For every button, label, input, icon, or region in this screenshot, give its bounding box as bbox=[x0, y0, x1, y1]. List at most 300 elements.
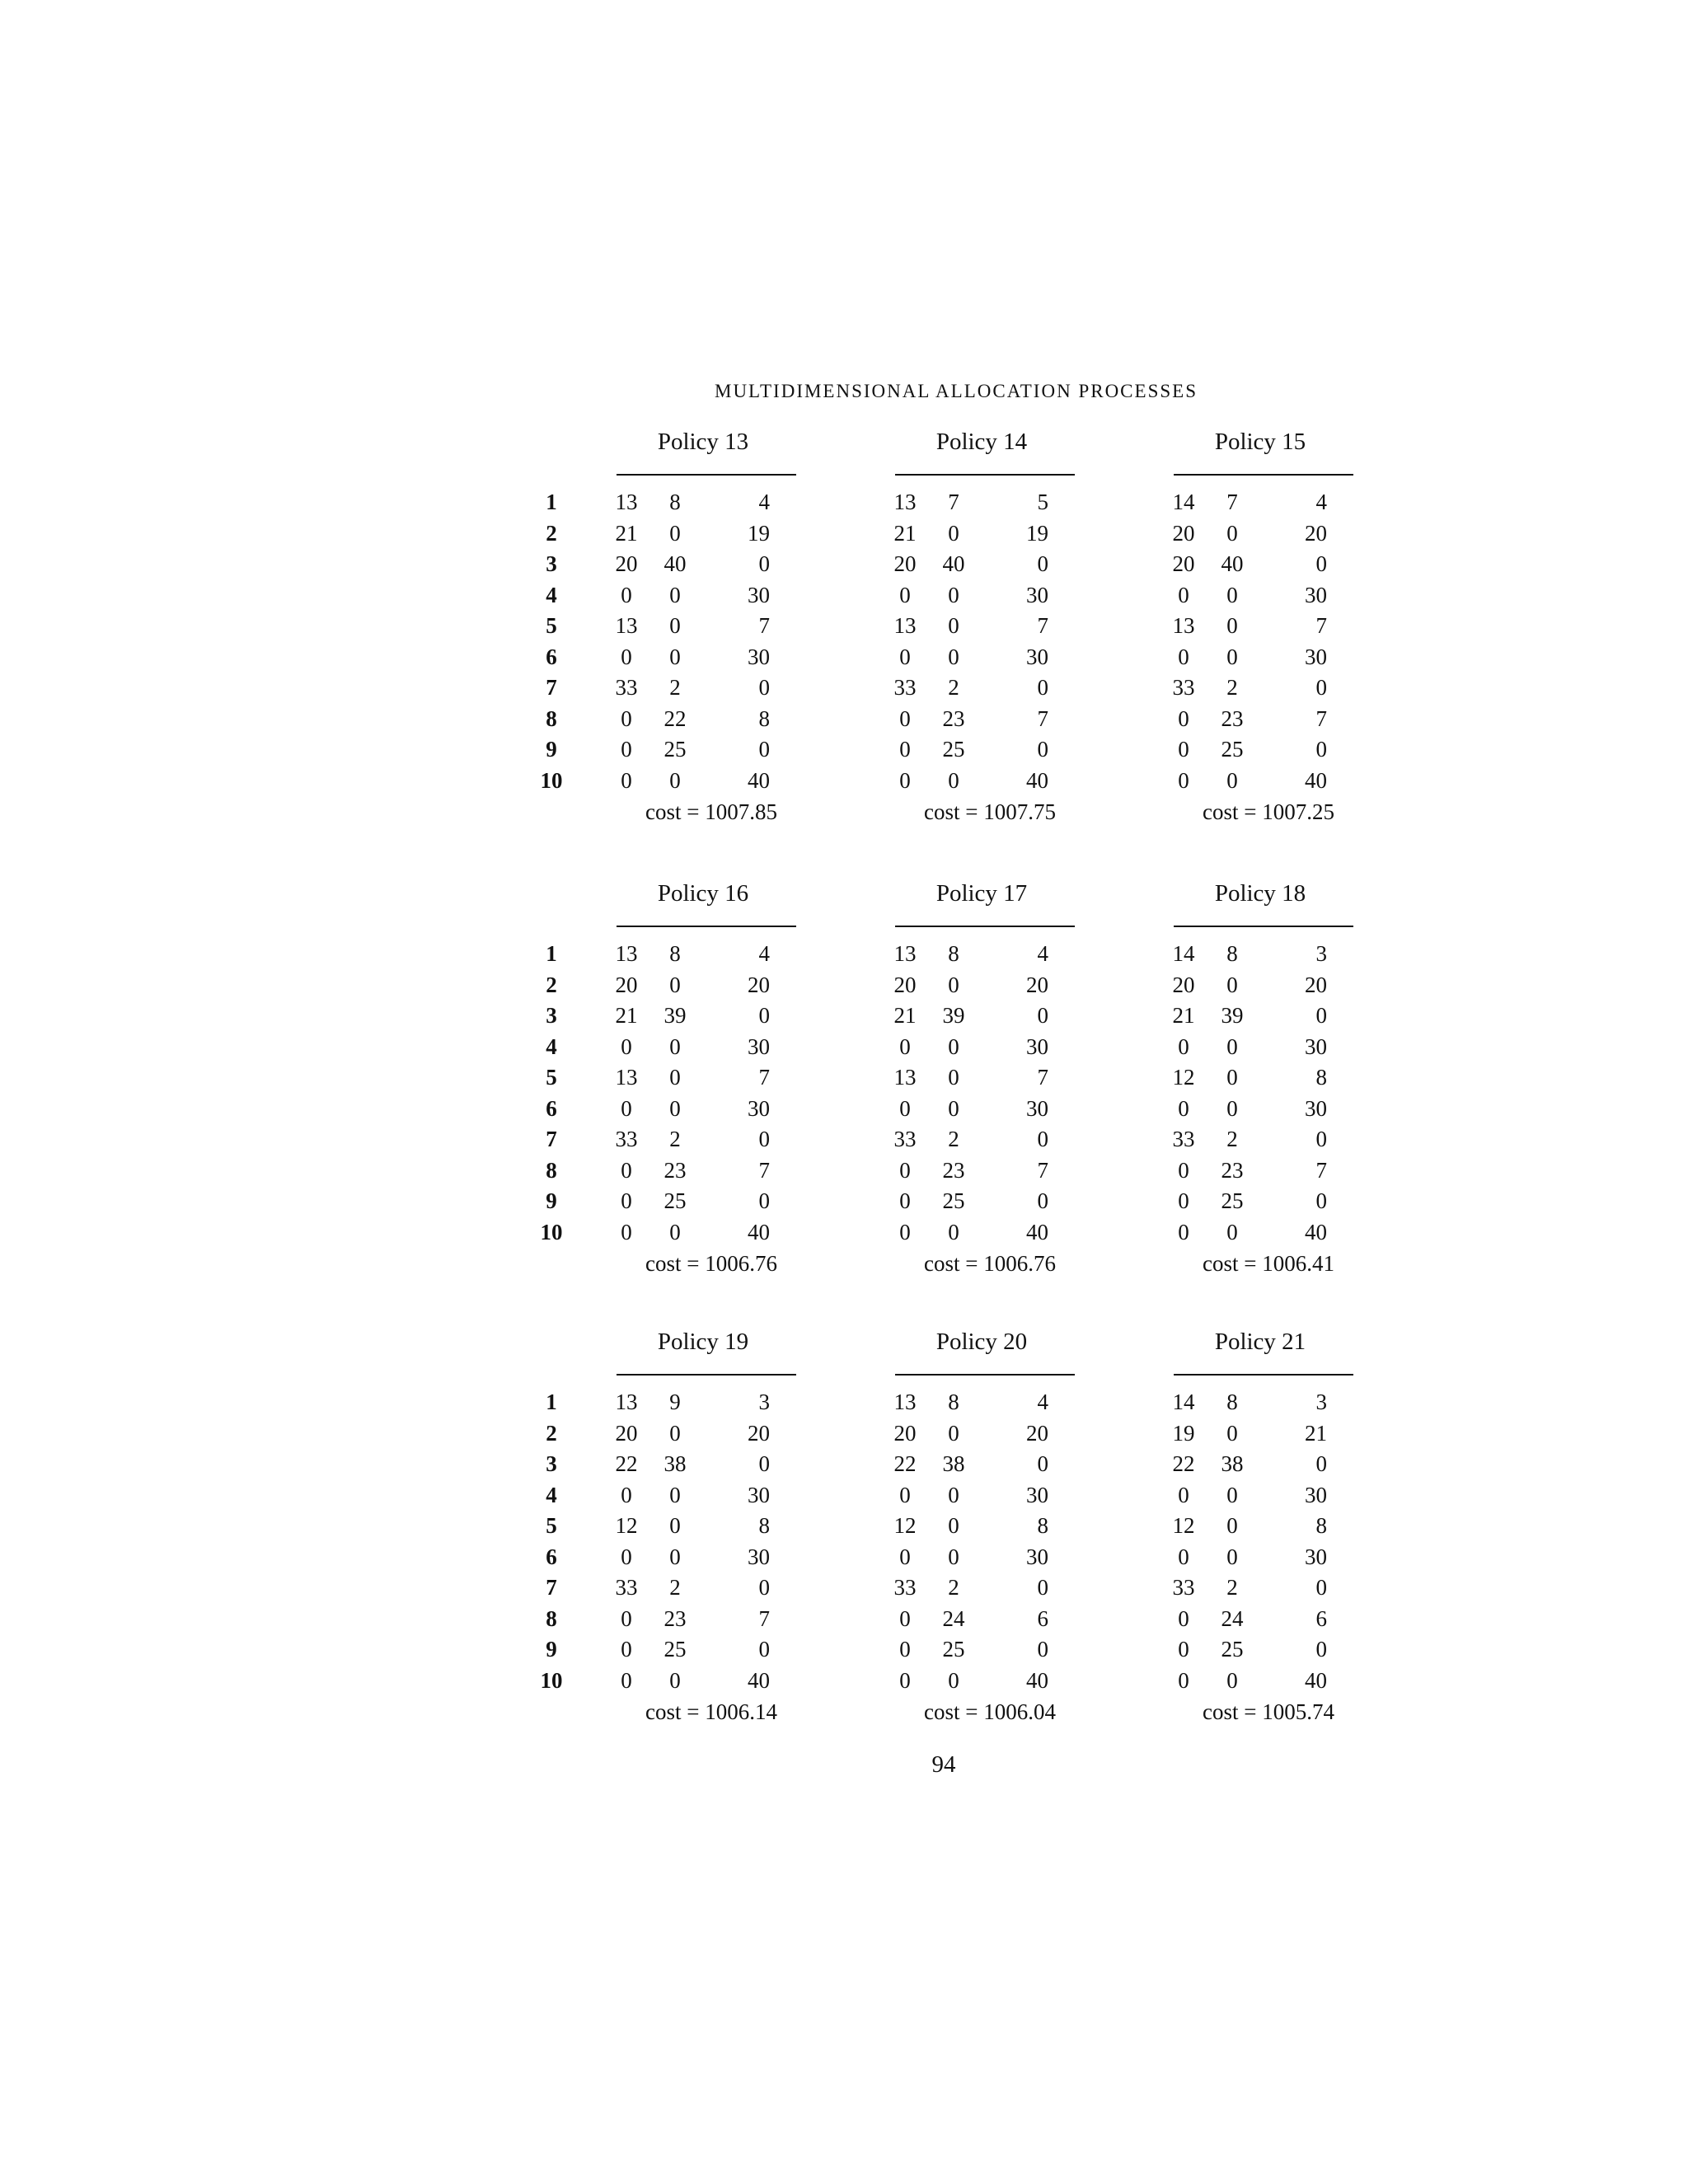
row-number-column bbox=[531, 939, 572, 1248]
table-cell: 7 bbox=[1315, 705, 1327, 731]
table-cell: 19 bbox=[1172, 1420, 1195, 1446]
table-cell: 40 bbox=[748, 1667, 770, 1693]
table-cell: 21 bbox=[615, 1003, 638, 1028]
table-cell: 20 bbox=[1305, 972, 1327, 997]
table-cell: 0 bbox=[1226, 582, 1238, 607]
table-cell: 0 bbox=[1226, 767, 1238, 793]
table-cell: 0 bbox=[899, 767, 911, 793]
table-cell: 0 bbox=[669, 1420, 681, 1446]
table-cell: 21 bbox=[893, 520, 917, 546]
table-cell: 0 bbox=[948, 1513, 959, 1538]
table-cell: 0 bbox=[948, 1420, 959, 1446]
policy-table-body bbox=[1174, 1387, 1363, 1696]
table-cell: 30 bbox=[748, 1482, 770, 1507]
table-cell: 8 bbox=[948, 1390, 959, 1414]
table-row bbox=[895, 1666, 1085, 1697]
table-cell: 30 bbox=[1026, 1095, 1048, 1121]
table-row bbox=[1174, 673, 1363, 704]
table-cell: 7 bbox=[758, 1157, 770, 1183]
table-cell: 0 bbox=[1315, 1003, 1327, 1028]
table-cell: 40 bbox=[1305, 1219, 1327, 1244]
table-cell: 0 bbox=[1178, 582, 1189, 607]
table-cell: 0 bbox=[1226, 613, 1238, 638]
table-cell: 0 bbox=[621, 737, 632, 762]
table-cell: 0 bbox=[1178, 705, 1189, 731]
table-cell: 40 bbox=[748, 1219, 770, 1244]
table-cell: 0 bbox=[948, 1033, 959, 1059]
table-cell: 25 bbox=[942, 737, 965, 762]
row-number: 8 bbox=[546, 1605, 557, 1631]
table-cell: 20 bbox=[893, 972, 917, 997]
table-cell: 0 bbox=[1315, 675, 1327, 700]
table-cell: 30 bbox=[1305, 1482, 1327, 1507]
table-cell: 20 bbox=[615, 551, 638, 576]
table-cell: 8 bbox=[669, 941, 681, 966]
table-cell: 7 bbox=[1315, 613, 1327, 638]
table-cell: 0 bbox=[621, 1544, 632, 1569]
table-row bbox=[895, 1032, 1085, 1063]
table-row bbox=[895, 1634, 1085, 1666]
table-row bbox=[895, 611, 1085, 642]
row-number: 1 bbox=[546, 1390, 557, 1414]
table-row bbox=[1174, 518, 1363, 550]
table-row bbox=[617, 704, 806, 735]
table-cell: 0 bbox=[948, 613, 959, 638]
table-cell: 14 bbox=[1172, 941, 1195, 966]
row-number: 9 bbox=[546, 1637, 557, 1661]
table-cell: 0 bbox=[1037, 1451, 1048, 1476]
table-cell: 0 bbox=[621, 644, 632, 669]
table-row bbox=[1174, 1217, 1363, 1249]
table-cell: 2 bbox=[669, 1127, 681, 1151]
table-cell: 0 bbox=[669, 1513, 681, 1538]
table-cell: 30 bbox=[748, 582, 770, 607]
table-cell: 7 bbox=[758, 1605, 770, 1631]
table-cell: 8 bbox=[1226, 1390, 1238, 1414]
table-cell: 8 bbox=[758, 705, 770, 731]
table-row bbox=[1174, 549, 1363, 580]
table-cell: 0 bbox=[621, 1157, 632, 1183]
table-cell: 6 bbox=[1315, 1605, 1327, 1631]
table-cell: 24 bbox=[1221, 1605, 1244, 1631]
row-number: 1 bbox=[546, 490, 557, 514]
table-cell: 25 bbox=[942, 1188, 965, 1213]
table-cell: 0 bbox=[1226, 1065, 1238, 1090]
table-cell: 3 bbox=[1315, 1390, 1327, 1414]
table-row bbox=[617, 549, 806, 580]
table-cell: 0 bbox=[669, 582, 681, 607]
table-row bbox=[895, 518, 1085, 550]
table-row bbox=[617, 1604, 806, 1635]
table-cell: 14 bbox=[1172, 490, 1195, 514]
table-cell: 12 bbox=[893, 1513, 917, 1538]
table-cell: 0 bbox=[669, 520, 681, 546]
policy-table-body bbox=[617, 1387, 806, 1696]
table-cell: 33 bbox=[1172, 675, 1195, 700]
table-cell: 33 bbox=[893, 1575, 917, 1600]
table-cell: 25 bbox=[1221, 1188, 1244, 1213]
table-cell: 8 bbox=[1315, 1513, 1327, 1538]
table-row bbox=[1174, 766, 1363, 797]
table-row bbox=[895, 1217, 1085, 1249]
table-cell: 22 bbox=[893, 1451, 917, 1476]
row-number: 7 bbox=[546, 1127, 557, 1151]
table-cell: 0 bbox=[621, 767, 632, 793]
table-cell: 0 bbox=[1037, 675, 1048, 700]
table-cell: 0 bbox=[758, 1188, 770, 1213]
policy-title: Policy 21 bbox=[1214, 1329, 1306, 1355]
table-cell: 0 bbox=[1226, 1033, 1238, 1059]
table-cell: 2 bbox=[948, 1127, 959, 1151]
table-cell: 33 bbox=[615, 1127, 638, 1151]
row-number: 7 bbox=[546, 675, 557, 700]
policy-title: Policy 15 bbox=[1214, 429, 1306, 455]
table-row bbox=[895, 1480, 1085, 1511]
table-cell: 0 bbox=[669, 613, 681, 638]
table-cell: 2 bbox=[948, 675, 959, 700]
table-cell: 0 bbox=[899, 1095, 911, 1121]
policy-cost: cost = 1006.76 bbox=[645, 1251, 777, 1276]
table-cell: 20 bbox=[748, 972, 770, 997]
table-cell: 0 bbox=[621, 1219, 632, 1244]
table-cell: 0 bbox=[948, 1544, 959, 1569]
heading-rule bbox=[617, 474, 796, 476]
table-cell: 0 bbox=[1226, 1667, 1238, 1693]
table-cell: 3 bbox=[758, 1390, 770, 1414]
table-cell: 2 bbox=[669, 675, 681, 700]
table-cell: 0 bbox=[621, 582, 632, 607]
row-number-column bbox=[531, 1387, 572, 1696]
table-cell: 0 bbox=[1226, 1219, 1238, 1244]
table-cell: 13 bbox=[615, 941, 638, 966]
table-row bbox=[1174, 1572, 1363, 1604]
table-cell: 0 bbox=[899, 737, 911, 762]
table-cell: 0 bbox=[1037, 1637, 1048, 1661]
table-cell: 0 bbox=[1178, 1544, 1189, 1569]
table-cell: 13 bbox=[615, 1065, 638, 1090]
policy-title: Policy 16 bbox=[657, 880, 749, 907]
table-cell: 23 bbox=[663, 1157, 687, 1183]
table-cell: 2 bbox=[948, 1575, 959, 1600]
row-number: 2 bbox=[546, 1420, 557, 1446]
table-cell: 21 bbox=[615, 520, 638, 546]
table-cell: 13 bbox=[615, 1390, 638, 1414]
table-cell: 33 bbox=[893, 1127, 917, 1151]
table-row bbox=[617, 1511, 806, 1542]
table-cell: 38 bbox=[663, 1451, 687, 1476]
table-cell: 0 bbox=[948, 644, 959, 669]
policy-cost: cost = 1006.76 bbox=[924, 1251, 1056, 1276]
table-cell: 0 bbox=[621, 1188, 632, 1213]
table-cell: 4 bbox=[1037, 941, 1048, 966]
policy-cost: cost = 1006.41 bbox=[1203, 1251, 1334, 1276]
table-cell: 20 bbox=[1026, 1420, 1048, 1446]
table-row bbox=[617, 642, 806, 673]
table-row bbox=[617, 1094, 806, 1125]
table-row bbox=[1174, 1032, 1363, 1063]
table-cell: 24 bbox=[942, 1605, 965, 1631]
table-cell: 13 bbox=[893, 613, 917, 638]
policy-cost: cost = 1005.74 bbox=[1203, 1699, 1334, 1724]
row-number: 2 bbox=[546, 520, 557, 546]
heading-rule bbox=[895, 474, 1075, 476]
row-number: 5 bbox=[546, 613, 557, 638]
table-cell: 0 bbox=[1315, 551, 1327, 576]
table-row bbox=[895, 1604, 1085, 1635]
table-cell: 13 bbox=[893, 1065, 917, 1090]
policy-table-body bbox=[1174, 487, 1363, 796]
table-cell: 22 bbox=[663, 705, 687, 731]
table-cell: 0 bbox=[621, 1637, 632, 1661]
table-cell: 30 bbox=[748, 1033, 770, 1059]
table-cell: 40 bbox=[1221, 551, 1244, 576]
row-number: 7 bbox=[546, 1575, 557, 1600]
table-cell: 25 bbox=[663, 1637, 687, 1661]
table-row bbox=[1174, 1604, 1363, 1635]
table-cell: 21 bbox=[1172, 1003, 1195, 1028]
table-row bbox=[1174, 1001, 1363, 1032]
table-cell: 30 bbox=[1026, 1482, 1048, 1507]
policy-table-body bbox=[617, 939, 806, 1248]
row-number: 10 bbox=[540, 767, 563, 793]
row-number: 4 bbox=[546, 1033, 557, 1059]
table-cell: 0 bbox=[758, 1127, 770, 1151]
table-cell: 0 bbox=[948, 1219, 959, 1244]
table-cell: 25 bbox=[1221, 737, 1244, 762]
table-cell: 0 bbox=[1315, 1575, 1327, 1600]
row-number-column bbox=[531, 487, 572, 796]
table-row bbox=[1174, 1511, 1363, 1542]
table-row bbox=[617, 487, 806, 518]
table-cell: 40 bbox=[748, 767, 770, 793]
table-cell: 0 bbox=[899, 705, 911, 731]
table-row bbox=[1174, 1155, 1363, 1187]
row-number: 3 bbox=[546, 551, 557, 576]
table-cell: 0 bbox=[1037, 1188, 1048, 1213]
row-number: 9 bbox=[546, 1188, 557, 1213]
table-row bbox=[617, 1542, 806, 1573]
table-cell: 0 bbox=[1178, 737, 1189, 762]
table-cell: 7 bbox=[758, 1065, 770, 1090]
table-cell: 39 bbox=[942, 1003, 965, 1028]
table-cell: 7 bbox=[1037, 1157, 1048, 1183]
table-cell: 0 bbox=[1226, 972, 1238, 997]
table-cell: 0 bbox=[621, 705, 632, 731]
table-row bbox=[1174, 1062, 1363, 1094]
row-number: 10 bbox=[540, 1667, 563, 1693]
table-row bbox=[1174, 1634, 1363, 1666]
table-cell: 7 bbox=[1037, 705, 1048, 731]
table-row bbox=[617, 1666, 806, 1697]
table-cell: 0 bbox=[669, 1065, 681, 1090]
table-cell: 8 bbox=[948, 941, 959, 966]
table-row bbox=[617, 1001, 806, 1032]
heading-rule bbox=[1174, 1374, 1353, 1376]
table-cell: 40 bbox=[942, 551, 965, 576]
policy-cost: cost = 1006.04 bbox=[924, 1699, 1056, 1724]
policy-title: Policy 17 bbox=[935, 880, 1028, 907]
table-cell: 0 bbox=[758, 1451, 770, 1476]
table-cell: 12 bbox=[615, 1513, 638, 1538]
table-cell: 23 bbox=[942, 705, 965, 731]
row-number: 9 bbox=[546, 737, 557, 762]
table-cell: 7 bbox=[948, 490, 959, 514]
table-row bbox=[895, 1124, 1085, 1155]
row-number: 8 bbox=[546, 1157, 557, 1183]
table-row bbox=[895, 549, 1085, 580]
table-cell: 14 bbox=[1172, 1390, 1195, 1414]
table-row bbox=[617, 518, 806, 550]
table-cell: 20 bbox=[893, 551, 917, 576]
table-cell: 0 bbox=[669, 1482, 681, 1507]
table-cell: 13 bbox=[615, 490, 638, 514]
table-cell: 40 bbox=[1305, 1667, 1327, 1693]
table-cell: 0 bbox=[621, 1095, 632, 1121]
row-number: 1 bbox=[546, 941, 557, 966]
table-cell: 0 bbox=[899, 1637, 911, 1661]
table-cell: 30 bbox=[1026, 582, 1048, 607]
table-cell: 25 bbox=[663, 1188, 687, 1213]
row-number: 6 bbox=[546, 1095, 557, 1121]
table-row bbox=[1174, 734, 1363, 766]
table-cell: 0 bbox=[1226, 1513, 1238, 1538]
table-cell: 0 bbox=[1178, 1482, 1189, 1507]
table-cell: 25 bbox=[1221, 1637, 1244, 1661]
table-cell: 0 bbox=[758, 1575, 770, 1600]
table-row bbox=[1174, 487, 1363, 518]
table-cell: 0 bbox=[1178, 1605, 1189, 1631]
table-cell: 0 bbox=[669, 1667, 681, 1693]
table-cell: 0 bbox=[1315, 1188, 1327, 1213]
policy-cost: cost = 1006.14 bbox=[645, 1699, 777, 1724]
table-row bbox=[617, 1217, 806, 1249]
table-cell: 38 bbox=[1221, 1451, 1244, 1476]
table-cell: 0 bbox=[948, 1095, 959, 1121]
table-row bbox=[895, 580, 1085, 612]
table-cell: 33 bbox=[1172, 1575, 1195, 1600]
table-cell: 0 bbox=[1037, 1003, 1048, 1028]
table-cell: 0 bbox=[899, 1157, 911, 1183]
table-cell: 23 bbox=[1221, 705, 1244, 731]
table-cell: 20 bbox=[1026, 972, 1048, 997]
table-row bbox=[1174, 1186, 1363, 1217]
table-cell: 0 bbox=[948, 1065, 959, 1090]
table-cell: 20 bbox=[748, 1420, 770, 1446]
table-cell: 0 bbox=[1178, 1667, 1189, 1693]
table-cell: 0 bbox=[1226, 1095, 1238, 1121]
table-cell: 0 bbox=[1178, 767, 1189, 793]
policy-cost: cost = 1007.85 bbox=[645, 799, 777, 824]
table-cell: 20 bbox=[1172, 520, 1195, 546]
table-cell: 0 bbox=[758, 675, 770, 700]
table-cell: 13 bbox=[615, 613, 638, 638]
table-row bbox=[617, 1124, 806, 1155]
heading-rule bbox=[617, 926, 796, 927]
table-cell: 8 bbox=[1315, 1065, 1327, 1090]
table-row bbox=[895, 1094, 1085, 1125]
table-cell: 5 bbox=[1037, 490, 1048, 514]
table-cell: 30 bbox=[748, 1544, 770, 1569]
policy-title: Policy 13 bbox=[657, 429, 749, 455]
table-cell: 0 bbox=[1037, 1575, 1048, 1600]
row-number: 5 bbox=[546, 1513, 557, 1538]
table-cell: 23 bbox=[1221, 1157, 1244, 1183]
table-row bbox=[617, 1634, 806, 1666]
table-cell: 13 bbox=[893, 941, 917, 966]
heading-rule bbox=[1174, 926, 1353, 927]
table-cell: 21 bbox=[1305, 1420, 1327, 1446]
table-cell: 0 bbox=[758, 737, 770, 762]
table-cell: 0 bbox=[1178, 1033, 1189, 1059]
table-cell: 0 bbox=[1226, 644, 1238, 669]
table-cell: 30 bbox=[1305, 1033, 1327, 1059]
table-cell: 39 bbox=[1221, 1003, 1244, 1028]
table-row bbox=[895, 939, 1085, 970]
table-cell: 0 bbox=[1226, 520, 1238, 546]
table-cell: 25 bbox=[942, 1637, 965, 1661]
table-cell: 30 bbox=[1026, 1544, 1048, 1569]
table-cell: 0 bbox=[899, 1544, 911, 1569]
row-number: 6 bbox=[546, 644, 557, 669]
running-head: MULTIDIMENSIONAL ALLOCATION PROCESSES bbox=[715, 381, 1198, 401]
table-row bbox=[617, 1572, 806, 1604]
table-row bbox=[895, 1542, 1085, 1573]
policy-cost: cost = 1007.25 bbox=[1203, 799, 1334, 824]
table-row bbox=[1174, 642, 1363, 673]
table-row bbox=[1174, 580, 1363, 612]
table-cell: 0 bbox=[1178, 1095, 1189, 1121]
table-row bbox=[895, 1511, 1085, 1542]
table-cell: 0 bbox=[1226, 1482, 1238, 1507]
table-cell: 30 bbox=[1026, 644, 1048, 669]
table-cell: 0 bbox=[899, 1482, 911, 1507]
table-cell: 8 bbox=[669, 490, 681, 514]
table-cell: 22 bbox=[1172, 1451, 1195, 1476]
table-cell: 0 bbox=[899, 1033, 911, 1059]
table-cell: 20 bbox=[893, 1420, 917, 1446]
table-cell: 13 bbox=[893, 490, 917, 514]
table-cell: 0 bbox=[621, 1482, 632, 1507]
table-cell: 2 bbox=[1226, 1127, 1238, 1151]
table-cell: 2 bbox=[669, 1575, 681, 1600]
table-cell: 0 bbox=[621, 1033, 632, 1059]
heading-rule bbox=[617, 1374, 796, 1376]
table-row bbox=[1174, 1666, 1363, 1697]
table-cell: 19 bbox=[748, 520, 770, 546]
table-cell: 40 bbox=[663, 551, 687, 576]
table-row bbox=[1174, 1542, 1363, 1573]
table-cell: 39 bbox=[663, 1003, 687, 1028]
table-cell: 0 bbox=[899, 582, 911, 607]
policy-cost: cost = 1007.75 bbox=[924, 799, 1056, 824]
table-row bbox=[617, 673, 806, 704]
table-cell: 22 bbox=[615, 1451, 638, 1476]
table-cell: 0 bbox=[758, 551, 770, 576]
table-cell: 0 bbox=[899, 1605, 911, 1631]
table-cell: 4 bbox=[1315, 490, 1327, 514]
row-number: 3 bbox=[546, 1003, 557, 1028]
table-row bbox=[1174, 1094, 1363, 1125]
table-row bbox=[617, 611, 806, 642]
row-number: 10 bbox=[540, 1219, 563, 1244]
table-cell: 12 bbox=[1172, 1513, 1195, 1538]
table-row bbox=[1174, 1387, 1363, 1418]
table-cell: 7 bbox=[758, 613, 770, 638]
row-number: 6 bbox=[546, 1544, 557, 1569]
table-cell: 20 bbox=[1172, 972, 1195, 997]
table-cell: 0 bbox=[948, 972, 959, 997]
table-cell: 0 bbox=[899, 644, 911, 669]
